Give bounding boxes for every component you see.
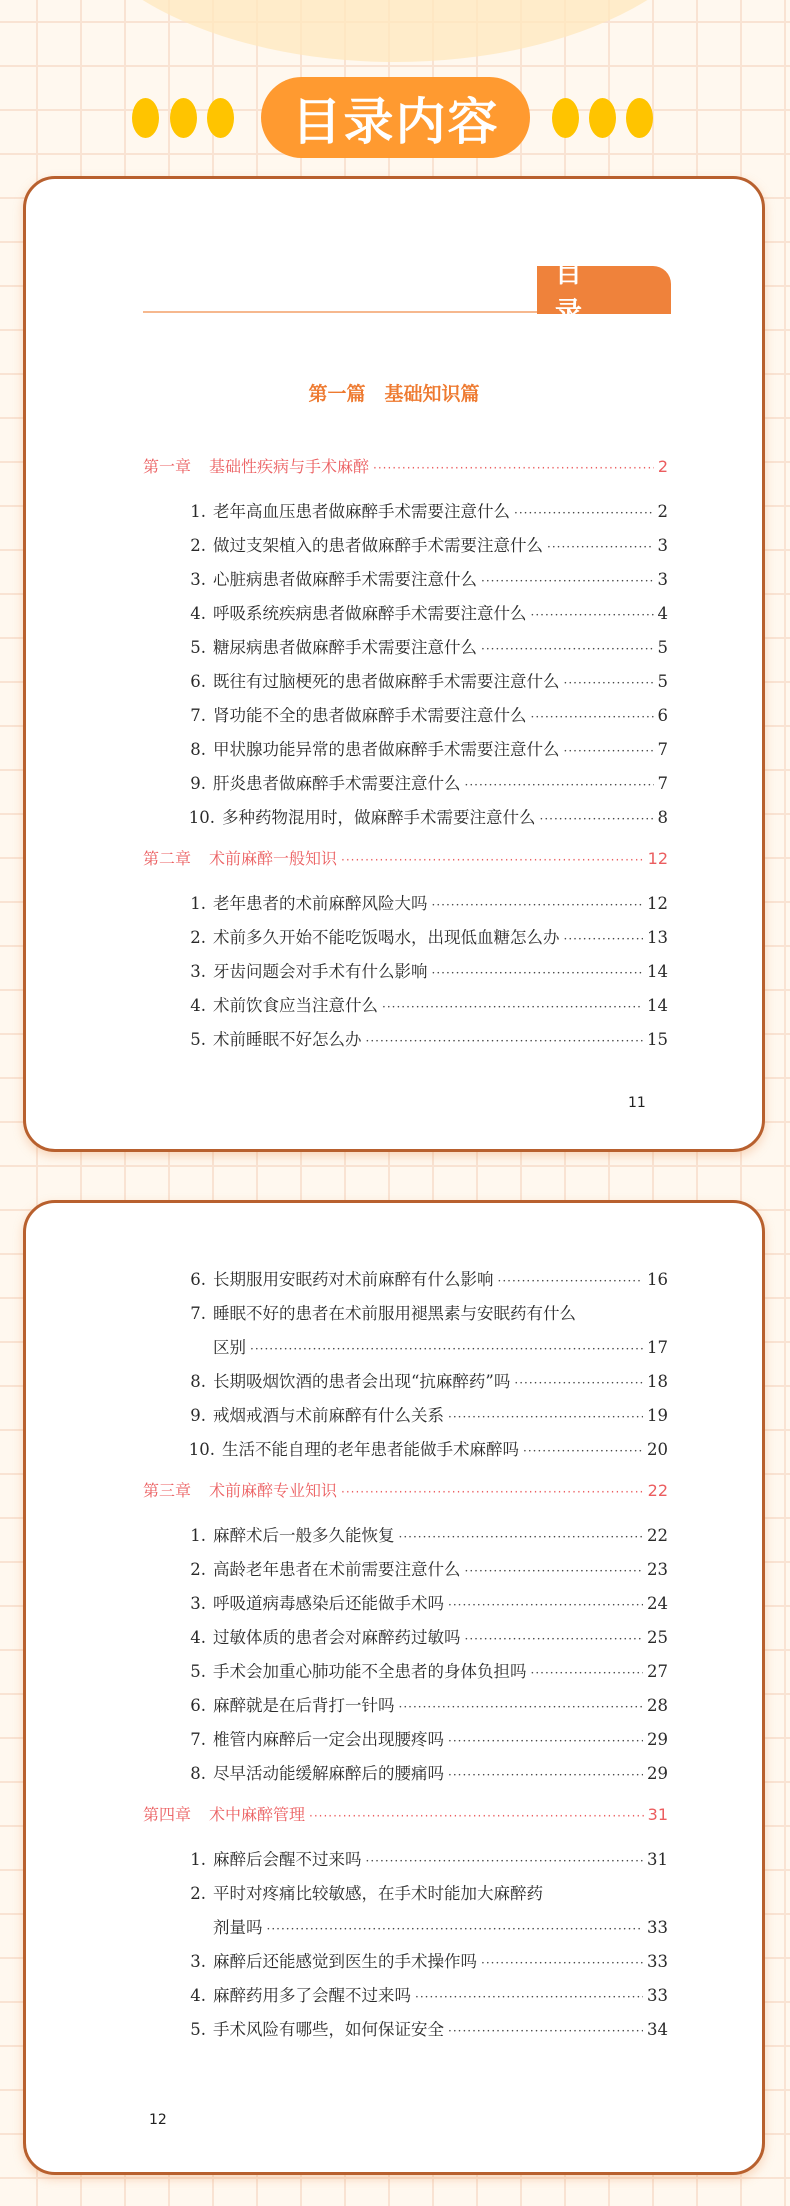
item-number: 1. [190,894,206,913]
dot-leader [514,1366,643,1400]
dot-decoration-icon [552,98,579,138]
toc-item[interactable] [143,1655,668,1689]
item-title: 平时对疼痛比较敏感，在手术时能加大麻醉药 [213,1884,543,1903]
toc-item[interactable] [143,1621,668,1655]
item-number: 7. [190,1730,206,1749]
page-ref: 13 [647,928,668,947]
dot-leader [481,632,654,666]
item-title: 呼吸系统疾病患者做麻醉手术需要注意什么 [213,604,527,623]
chapter-title: 基础性疾病与手术麻醉 [209,457,370,476]
chapter-title: 术前麻醉一般知识 [209,849,338,868]
dot-leader [448,1724,643,1758]
page-ref: 31 [647,1805,668,1824]
item-title: 手术会加重心肺功能不全患者的身体负担吗 [213,1662,527,1681]
toc-item[interactable] [143,887,668,921]
item-title: 甲状腺功能异常的患者做麻醉手术需要注意什么 [213,740,560,759]
dot-leader [448,1588,643,1622]
toc-item-continuation[interactable] [143,1331,668,1365]
toc-item[interactable] [143,529,668,563]
dot-leader [382,990,643,1024]
page-ref: 33 [647,1986,668,2005]
item-number: 6. [190,672,206,691]
chapter-label: 第三章 [143,1481,192,1500]
chapter-label: 第一章 [143,457,192,476]
item-number: 8. [190,1764,206,1783]
item-number: 3. [190,962,206,981]
item-number: 3. [190,1594,206,1613]
item-number: 3. [190,1952,206,1971]
part-title: 第一篇 基础知识篇 [308,383,480,405]
page-ref: 2 [657,457,668,476]
item-number: 2. [190,1884,206,1903]
page-ref: 17 [647,1338,668,1357]
chapter-heading[interactable] [143,447,668,487]
dot-leader [448,1758,643,1792]
item-number: 10. [188,808,215,827]
item-number: 8. [190,1372,206,1391]
page-ref: 7 [657,774,668,793]
item-number: 2. [190,1560,206,1579]
dot-leader [399,1690,644,1724]
item-title: 长期吸烟饮酒的患者会出现“抗麻醉药”吗 [213,1372,511,1391]
item-title: 手术风险有哪些，如何保证安全 [213,2020,444,2039]
item-title: 剂量吗 [213,1918,263,1937]
item-number: 6. [190,1696,206,1715]
item-number: 2. [190,928,206,947]
item-title: 老年患者的术前麻醉风险大吗 [213,894,428,913]
item-number: 5. [190,2020,206,2039]
page-ref: 33 [647,1952,668,1971]
dot-leader [399,1520,644,1554]
dot-leader [564,666,654,700]
dot-leader [465,1554,644,1588]
toc-item[interactable] [143,699,668,733]
page-ref: 24 [647,1594,668,1613]
dot-decoration-icon [207,98,234,138]
item-number: 1. [190,1526,206,1545]
item-title: 区别 [213,1338,246,1357]
toc-item[interactable] [143,631,668,665]
toc-page-card-1 [23,176,765,1152]
dot-decoration-icon [589,98,616,138]
toc-item[interactable] [143,1399,668,1433]
dot-leader [540,802,654,836]
toc-list [143,1263,668,2047]
chapter-heading[interactable] [143,1795,668,1835]
item-title: 呼吸道病毒感染后还能做手术吗 [213,1594,444,1613]
toc-item[interactable] [143,1297,668,1331]
page-number: 11 [628,1095,646,1111]
item-number: 7. [190,1304,206,1323]
page-ref: 14 [647,996,668,1015]
toc-item[interactable] [143,1877,668,1911]
page-number: 12 [149,2112,167,2128]
toc-item[interactable] [143,1757,668,1791]
dot-leader [250,1332,643,1366]
toc-item[interactable] [143,1979,668,2013]
item-title: 长期服用安眠药对术前麻醉有什么影响 [213,1270,494,1289]
dot-leader [267,1912,644,1946]
toc-item[interactable] [143,989,668,1023]
item-title: 既往有过脑梗死的患者做麻醉手术需要注意什么 [213,672,560,691]
toc-item[interactable] [143,495,668,529]
page-ref: 23 [647,1560,668,1579]
item-number: 1. [190,1850,206,1869]
dot-decoration-icon [626,98,653,138]
dot-leader [523,1434,643,1468]
item-title: 椎管内麻醉后一定会出现腰疼吗 [213,1730,444,1749]
item-title: 心脏病患者做麻醉手术需要注意什么 [213,570,477,589]
toc-item[interactable] [143,597,668,631]
page-ref: 5 [657,638,668,657]
dot-leader [432,956,644,990]
dot-leader [531,700,654,734]
dot-leader [448,1400,643,1434]
item-number: 7. [190,706,206,725]
item-title: 尽早活动能缓解麻醉后的腰痛吗 [213,1764,444,1783]
page-ref: 18 [647,1372,668,1391]
item-number: 4. [190,996,206,1015]
item-title: 麻醉后还能感觉到医生的手术操作吗 [213,1952,477,1971]
page-ref: 12 [647,894,668,913]
chapter-heading[interactable] [143,1471,668,1511]
toc-item[interactable] [143,1263,668,1297]
toc-item[interactable] [143,1723,668,1757]
page-ref: 3 [657,570,668,589]
toc-item[interactable] [143,2013,668,2047]
page-ref: 19 [647,1406,668,1425]
dot-leader [465,1622,644,1656]
chapter-label: 第二章 [143,849,192,868]
toc-item-continuation[interactable] [143,1911,668,1945]
toc-item[interactable] [143,1843,668,1877]
page-ref: 33 [647,1918,668,1937]
decorative-semicircle [60,0,730,62]
item-title: 麻醉就是在后背打一针吗 [213,1696,395,1715]
item-number: 5. [190,1662,206,1681]
item-title: 牙齿问题会对手术有什么影响 [213,962,428,981]
chapter-label: 第四章 [143,1805,192,1824]
toc-item[interactable] [143,1553,668,1587]
page-ref: 20 [647,1440,668,1459]
item-number: 4. [190,1986,206,2005]
item-number: 4. [190,604,206,623]
dot-leader [341,1472,644,1512]
page-ref: 22 [647,1526,668,1545]
dot-leader [547,530,654,564]
dot-leader [514,496,654,530]
dot-leader [481,1946,643,1980]
toc-page-card-2 [23,1200,765,2175]
toc-item[interactable] [143,733,668,767]
item-title: 术前睡眠不好怎么办 [213,1030,362,1049]
dot-leader [415,1980,643,2014]
item-title: 肝炎患者做麻醉手术需要注意什么 [213,774,461,793]
toc-item[interactable] [143,1519,668,1553]
item-title: 麻醉术后一般多久能恢复 [213,1526,395,1545]
page-ref: 5 [657,672,668,691]
page-ref: 7 [657,740,668,759]
dot-decoration-icon [170,98,197,138]
dot-leader [465,768,654,802]
item-title: 术前饮食应当注意什么 [213,996,378,1015]
item-number: 1. [190,502,206,521]
item-number: 9. [190,774,206,793]
page-ref: 2 [657,502,668,521]
page-ref: 29 [647,1730,668,1749]
item-title: 麻醉药用多了会醒不过来吗 [213,1986,411,2005]
item-title: 术前多久开始不能吃饭喝水，出现低血糖怎么办 [213,928,560,947]
dot-leader [448,2014,643,2048]
item-title: 做过支架植入的患者做麻醉手术需要注意什么 [213,536,543,555]
page-ref: 25 [647,1628,668,1647]
item-number: 2. [190,536,206,555]
toc-item[interactable] [143,563,668,597]
dot-leader [531,598,654,632]
page-ref: 14 [647,962,668,981]
dot-leader [564,922,644,956]
dot-leader [341,840,644,880]
toc-item[interactable] [143,955,668,989]
page-ref: 3 [657,536,668,555]
item-title: 戒烟戒酒与术前麻醉有什么关系 [213,1406,444,1425]
page-title: 目录内容 [261,77,530,158]
item-number: 8. [190,740,206,759]
toc-item[interactable] [143,1365,668,1399]
toc-item[interactable] [143,767,668,801]
toc-item[interactable] [143,921,668,955]
page-ref: 34 [647,2020,668,2039]
item-number: 5. [190,638,206,657]
item-title: 过敏体质的患者会对麻醉药过敏吗 [213,1628,461,1647]
dot-leader [531,1656,644,1690]
dot-leader [373,448,654,488]
item-number: 10. [188,1440,215,1459]
page-ref: 8 [657,808,668,827]
toc-item[interactable] [143,1689,668,1723]
item-number: 6. [190,1270,206,1289]
page-ref: 16 [647,1270,668,1289]
toc-list [143,443,668,1057]
item-title: 老年高血压患者做麻醉手术需要注意什么 [213,502,510,521]
chapter-heading[interactable] [143,839,668,879]
page-ref: 6 [657,706,668,725]
page-ref: 12 [647,849,668,868]
toc-item[interactable] [143,801,668,835]
dot-decoration-icon [132,98,159,138]
page-ref: 27 [647,1662,668,1681]
dot-leader [564,734,654,768]
item-number: 5. [190,1030,206,1049]
toc-item[interactable] [143,1023,668,1057]
toc-item[interactable] [143,1587,668,1621]
dot-leader [432,888,644,922]
dot-leader [366,1844,644,1878]
toc-item[interactable] [143,1945,668,1979]
item-number: 4. [190,1628,206,1647]
dot-leader [366,1024,644,1058]
item-number: 9. [190,1406,206,1425]
chapter-title: 术中麻醉管理 [209,1805,306,1824]
page-ref: 4 [657,604,668,623]
item-title: 糖尿病患者做麻醉手术需要注意什么 [213,638,477,657]
chapter-title: 术前麻醉专业知识 [209,1481,338,1500]
item-number: 3. [190,570,206,589]
dot-leader [309,1796,644,1836]
item-title: 肾功能不全的患者做麻醉手术需要注意什么 [213,706,527,725]
item-title: 高龄老年患者在术前需要注意什么 [213,1560,461,1579]
page-ref: 28 [647,1696,668,1715]
toc-item[interactable] [143,665,668,699]
page-ref: 15 [647,1030,668,1049]
item-title: 麻醉后会醒不过来吗 [213,1850,362,1869]
dot-leader [481,564,654,598]
page-ref: 31 [647,1850,668,1869]
page-ref: 22 [647,1481,668,1500]
item-title: 生活不能自理的老年患者能做手术麻醉吗 [222,1440,519,1459]
page-ref: 29 [647,1764,668,1783]
item-title: 多种药物混用时，做麻醉手术需要注意什么 [222,808,536,827]
item-title: 睡眠不好的患者在术前服用褪黑素与安眠药有什么 [213,1304,576,1323]
toc-tab-label: 目 录 [537,266,671,314]
toc-item[interactable] [143,1433,668,1467]
dot-leader [498,1264,644,1298]
